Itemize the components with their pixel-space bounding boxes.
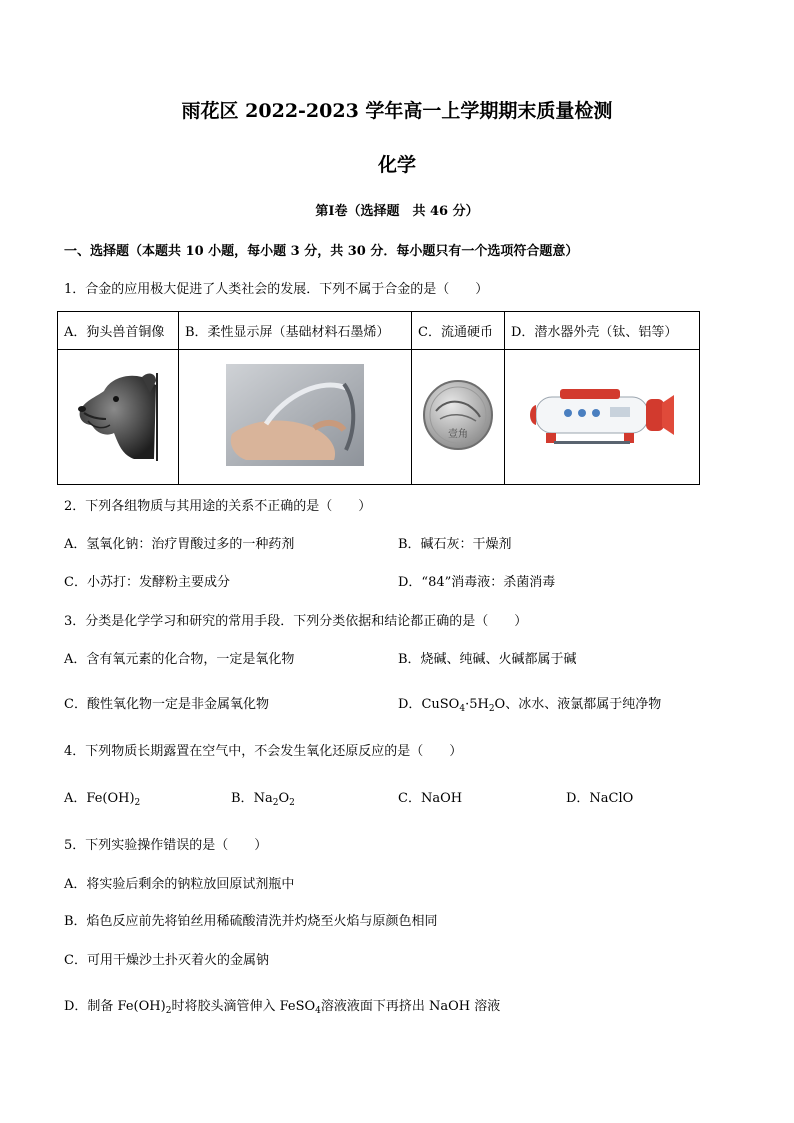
q5-option-a: A．将实验后剩余的钠粒放回原试剂瓶中 bbox=[64, 877, 295, 892]
q1-option-a: A．狗头兽首铜像 bbox=[58, 312, 179, 350]
q5-option-d bbox=[64, 995, 500, 1016]
q5-d-text: D．制备 Fe(OH) bbox=[64, 999, 166, 1014]
subject-title: 化学 bbox=[377, 154, 416, 176]
q3-d-sub: 2 bbox=[488, 704, 495, 714]
q5-option-b: B．焰色反应前先将铂丝用稀硫酸清洗并灼烧至火焰与原颜色相同 bbox=[64, 914, 438, 929]
q5-option-c: C．可用干燥沙土扑灭着火的金属钠 bbox=[64, 953, 269, 968]
q1-image-cell-c bbox=[412, 350, 505, 485]
q2-option-b: B．碱石灰：干燥剂 bbox=[398, 537, 512, 552]
q4-a-formula: Fe(OH) bbox=[86, 791, 135, 806]
section-heading: 一、选择题（本题共 10 小题，每小题 3 分，共 30 分．每小题只有一个选项符合题意） bbox=[64, 244, 579, 259]
q4-b-formula: Na bbox=[253, 791, 273, 806]
q5-d-text: 时将胶头滴管伸入 FeSO bbox=[171, 999, 316, 1014]
q3-d-prefix: D． bbox=[398, 697, 422, 712]
q3-option-c: C．酸性氧化物一定是非金属氧化物 bbox=[64, 697, 269, 712]
q1-option-c: C．流通硬币 bbox=[412, 312, 505, 350]
q3-d-suffix: 、冰水、液氯都属于纯净物 bbox=[505, 697, 662, 712]
q3-d-formula: O bbox=[494, 697, 506, 712]
exam-title: 雨花区 2022-2023 学年高一上学期期末质量检测 bbox=[181, 100, 613, 122]
q3-d-formula: CuSO bbox=[421, 697, 460, 712]
question-1-stem: 1．合金的应用极大促进了人类社会的发展．下列不属于合金的是（ ） bbox=[64, 282, 489, 297]
q3-d-sub: 4 bbox=[459, 704, 466, 714]
submersible-image bbox=[526, 379, 678, 451]
q4-a-sub: 2 bbox=[134, 798, 141, 808]
q4-b-sub: 2 bbox=[289, 798, 295, 808]
q4-option-b bbox=[231, 787, 295, 808]
question-2-stem: 2．下列各组物质与其用途的关系不正确的是（ ） bbox=[64, 499, 372, 514]
q3-option-b: B．烧碱、纯碱、火碱都属于碱 bbox=[398, 652, 577, 667]
q2-option-a: A．氢氧化钠：治疗胃酸过多的一种药剂 bbox=[64, 537, 295, 552]
coin-image bbox=[422, 379, 494, 451]
q1-image-cell-a bbox=[58, 350, 179, 485]
question-3-stem: 3．分类是化学学习和研究的常用手段．下列分类依据和结论都正确的是（ ） bbox=[64, 614, 528, 629]
q4-option-c: C．NaOH bbox=[398, 791, 463, 806]
q1-image-cell-d bbox=[505, 350, 700, 485]
flexible-screen-image bbox=[226, 364, 364, 466]
question-5-stem: 5．下列实验操作错误的是（ ） bbox=[64, 838, 268, 853]
q1-image-cell-b bbox=[179, 350, 412, 485]
q4-option-d: D．NaClO bbox=[566, 791, 634, 806]
q5-d-sub: 4 bbox=[315, 1006, 321, 1016]
question-4-stem: 4．下列物质长期露置在空气中，不会发生氧化还原反应的是（ ） bbox=[64, 744, 463, 759]
q3-option-a: A．含有氧元素的化合物，一定是氧化物 bbox=[64, 652, 295, 667]
coin-denomination-text: 壹角 bbox=[448, 429, 468, 440]
q4-option-a bbox=[64, 787, 140, 808]
q5-d-sub: 2 bbox=[165, 1006, 172, 1016]
q1-option-b: B．柔性显示屏（基础材料石墨烯） bbox=[179, 312, 412, 350]
q4-b-sub: 2 bbox=[272, 798, 279, 808]
q5-d-text: 溶液液面下再挤出 NaOH 溶液 bbox=[320, 999, 501, 1014]
part-heading: 第Ⅰ卷（选择题 共 46 分） bbox=[315, 204, 479, 219]
q2-option-c: C．小苏打：发酵粉主要成分 bbox=[64, 575, 230, 590]
q2-option-d: D．“84”消毒液：杀菌消毒 bbox=[398, 575, 556, 590]
question-1-table bbox=[57, 311, 700, 485]
q4-a-prefix: A． bbox=[64, 791, 87, 806]
q3-d-formula: ·5H bbox=[465, 697, 489, 712]
q4-b-prefix: B． bbox=[231, 791, 254, 806]
q3-option-d bbox=[398, 693, 661, 714]
bronze-dog-head-image bbox=[76, 367, 160, 463]
q4-b-formula: O bbox=[278, 791, 290, 806]
q1-option-d: D．潜水器外壳（钛、铝等） bbox=[505, 312, 700, 350]
